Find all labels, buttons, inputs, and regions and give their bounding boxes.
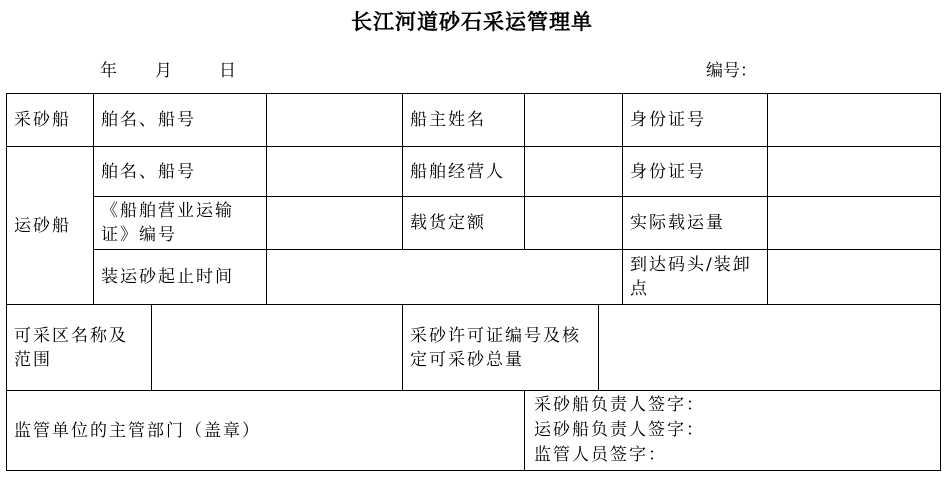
mining-permit-field[interactable] [599, 305, 941, 391]
serial-number-label: 编号： [706, 61, 757, 81]
sand-dredger-label: 采砂船 [7, 94, 94, 147]
dredger-sign-label: 采砂船负责人签字： [534, 395, 705, 415]
transport-time-field[interactable] [267, 250, 623, 305]
dredger-ship-name-field[interactable] [267, 94, 403, 147]
transport-permit-field[interactable] [267, 197, 403, 250]
date-month-label: 月 [155, 61, 172, 81]
destination-label: 到达码头/装卸点 [623, 250, 768, 305]
mining-permit-label: 采砂许可证编号及核定可采砂总量 [403, 305, 599, 391]
dredger-ship-name-label: 舶名、船号 [94, 94, 267, 147]
ship-operator-label: 船舶经营人 [403, 147, 525, 197]
load-rating-label: 载货定额 [403, 197, 525, 250]
destination-field[interactable] [768, 250, 941, 305]
mining-area-label: 可采区名称及范围 [7, 305, 152, 391]
management-form-table [6, 93, 941, 471]
ship-operator-field[interactable] [525, 147, 623, 197]
carrier-id-field[interactable] [768, 147, 941, 197]
carrier-ship-name-field[interactable] [267, 147, 403, 197]
dredger-id-label: 身份证号 [623, 94, 768, 147]
transport-time-label: 装运砂起止时间 [94, 250, 267, 305]
date-day-label: 日 [219, 61, 236, 81]
carrier-ship-name-label: 舶名、船号 [94, 147, 267, 197]
actual-load-label: 实际载运量 [623, 197, 768, 250]
owner-name-label: 船主姓名 [403, 94, 525, 147]
date-year-label: 年 [100, 61, 117, 81]
mining-area-field[interactable] [152, 305, 403, 391]
carrier-sign-label: 运砂船负责人签字： [534, 420, 705, 440]
carrier-id-label: 身份证号 [623, 147, 768, 197]
sand-carrier-label: 运砂船 [7, 147, 94, 305]
document-title: 长江河道砂石采运管理单 [351, 9, 593, 34]
inspector-sign-label: 监管人员签字： [534, 445, 667, 465]
actual-load-field[interactable] [768, 197, 941, 250]
supervisor-dept-label: 监管单位的主管部门（盖章） [7, 391, 525, 471]
dredger-id-field[interactable] [768, 94, 941, 147]
load-rating-field[interactable] [525, 197, 623, 250]
owner-name-field[interactable] [525, 94, 623, 147]
transport-permit-label: 《船舶营业运输证》编号 [94, 197, 267, 250]
signature-area[interactable] [525, 391, 941, 471]
